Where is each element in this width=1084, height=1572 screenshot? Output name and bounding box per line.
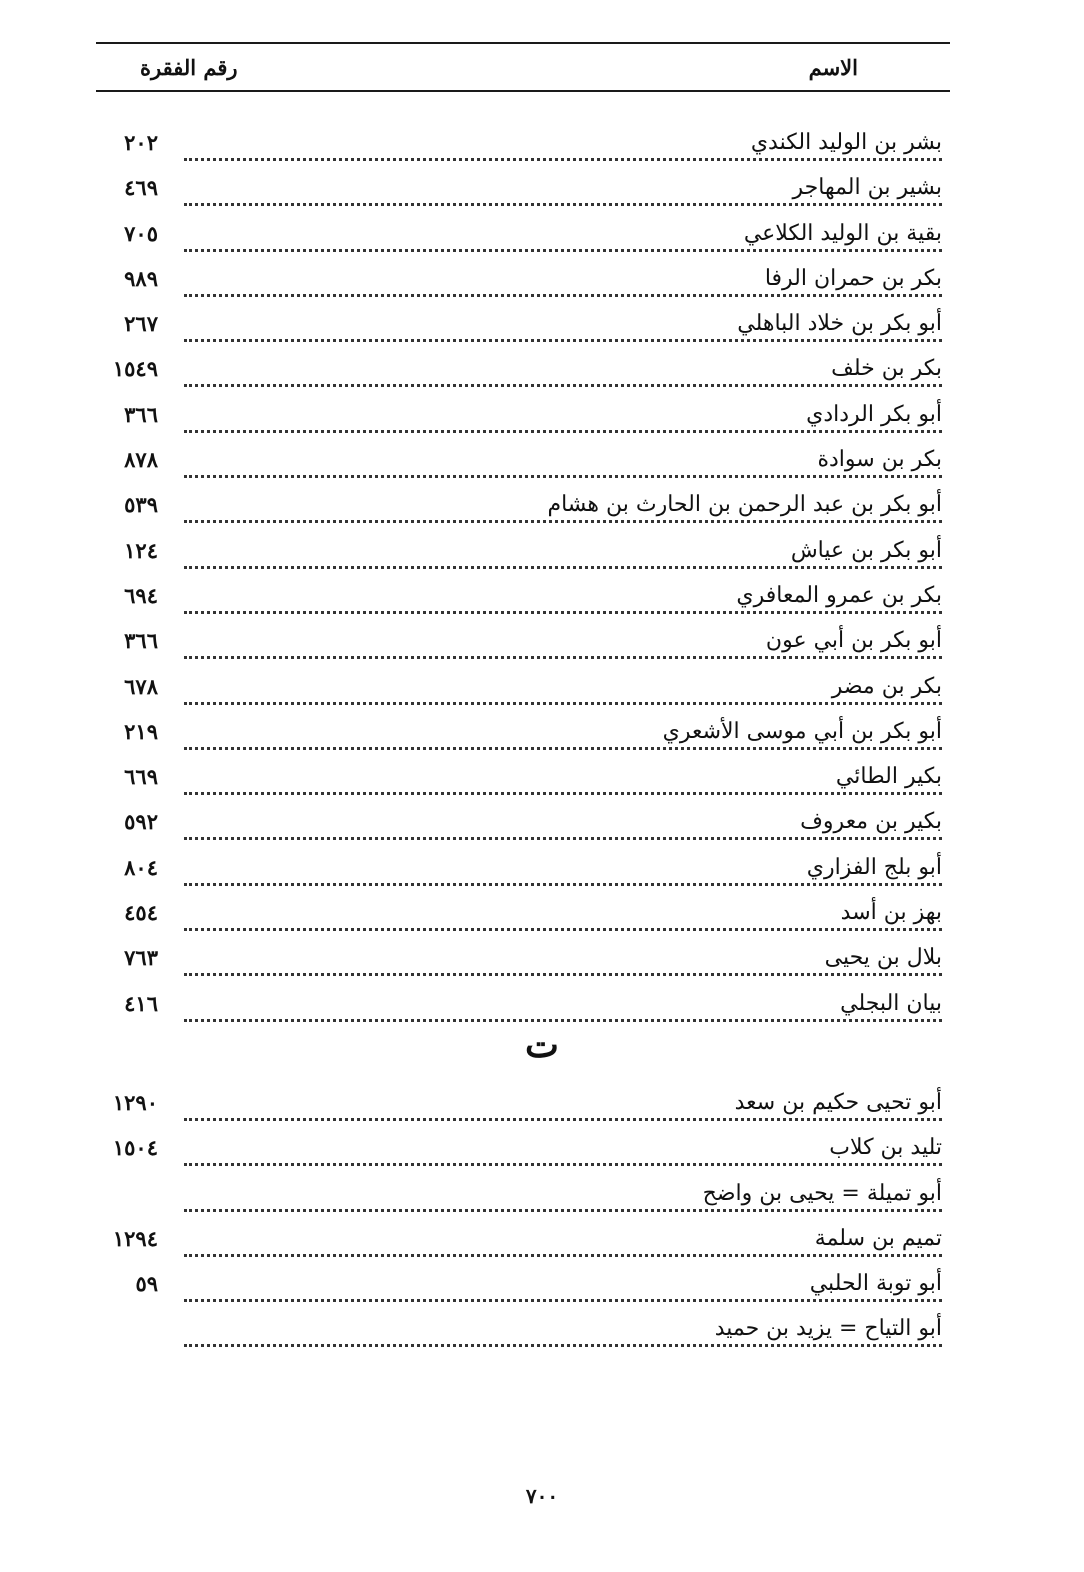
entry-number: ٢١٩	[124, 718, 158, 744]
entry-name: أبو توبة الحلبي	[800, 1271, 942, 1296]
entry-name: أبو تحيى حكيم بن سعد	[725, 1090, 942, 1115]
index-row	[96, 307, 950, 352]
entry-name: أبو بكر بن أبي موسى الأشعري	[653, 719, 942, 744]
index-row	[96, 941, 950, 986]
index-row	[96, 352, 950, 397]
index-row	[96, 1222, 950, 1267]
index-row	[96, 1131, 950, 1176]
entry-number: ٢٦٧	[124, 311, 158, 337]
entry-number: ٥٩٢	[124, 809, 158, 835]
entry-number: ١٥٠٤	[112, 1135, 158, 1161]
entry-number: ١٢٩٠	[112, 1090, 158, 1115]
index-row	[96, 1267, 950, 1312]
entry-name: بكر بن حمران الرفا	[755, 266, 942, 291]
entry-number: ١٢٤	[124, 537, 158, 563]
entry-name: تميم بن سلمة	[805, 1226, 942, 1251]
name-column-header: الاسم	[808, 55, 858, 80]
index-row	[96, 217, 950, 262]
entry-name: بهز بن أسد	[831, 900, 942, 925]
entry-name: بكير الطائي	[826, 764, 942, 789]
index-row	[96, 579, 950, 624]
entry-name: أبو بكر الردادي	[796, 402, 942, 427]
index-row	[96, 1177, 950, 1222]
entry-name: أبو تميلة = يحيى بن واضح	[693, 1181, 942, 1206]
entry-number: ٤٥٤	[124, 900, 158, 926]
dot-leader	[184, 908, 942, 931]
index-row	[96, 760, 950, 805]
index-row	[96, 534, 950, 579]
entry-number: ٩٨٩	[124, 265, 158, 291]
entry-name: بقية بن الوليد الكلاعي	[734, 221, 942, 246]
index-row	[96, 670, 950, 715]
entry-name: تليد بن كلاب	[819, 1135, 942, 1160]
entry-number: ٤١٦	[124, 990, 158, 1016]
index-row	[96, 805, 950, 850]
index-row	[96, 896, 950, 941]
index-row	[96, 715, 950, 760]
entry-name: بكر بن عمرو المعافري	[726, 583, 942, 608]
entry-number: ٣٦٦	[124, 401, 158, 427]
entry-number: ٦٧٨	[124, 673, 158, 699]
index-row	[96, 624, 950, 669]
index-row	[96, 1312, 950, 1357]
index-row	[96, 443, 950, 488]
index-list-b	[96, 126, 950, 1032]
entry-name: أبو بكر بن عياش	[781, 538, 942, 563]
entry-name: أبو بكر بن عبد الرحمن بن الحارث بن هشام	[537, 492, 942, 517]
entry-name: بشر بن الوليد الكندي	[741, 130, 942, 155]
entry-name: بلال بن يحيى	[815, 945, 942, 970]
entry-number: ٦٦٩	[124, 764, 158, 790]
dot-leader	[184, 999, 942, 1022]
entry-number: ٨٧٨	[124, 447, 158, 473]
entry-name: بكر بن خلف	[821, 356, 942, 381]
entry-name: بكر بن مضر	[822, 674, 942, 699]
entry-number: ٥٣٩	[124, 492, 158, 518]
entry-number: ٧٦٣	[124, 945, 158, 971]
entry-number: ١٥٤٩	[112, 356, 158, 382]
index-row	[96, 488, 950, 533]
entry-name: بكير بن معروف	[790, 809, 942, 834]
entry-number: ٢٠٢	[124, 130, 158, 155]
entry-name: أبو بكر بن أبي عون	[756, 628, 942, 653]
entry-number: ٨٠٤	[124, 854, 158, 880]
index-row	[96, 398, 950, 443]
entry-name: بكر بن سوادة	[807, 447, 942, 472]
index-row	[96, 126, 950, 171]
page-number: ٧٠٠	[525, 1484, 559, 1508]
entry-number: ١٢٩٤	[112, 1225, 158, 1251]
index-row	[96, 1086, 950, 1131]
entry-name: أبو التياح = يزيد بن حميد	[705, 1316, 942, 1341]
entry-number: ٦٩٤	[124, 582, 158, 608]
entry-name: بيان البجلي	[830, 991, 942, 1016]
table-header	[96, 42, 950, 92]
entry-number: ٤٦٩	[124, 175, 158, 201]
entry-number: ٣٦٦	[124, 628, 158, 654]
section-letter-heading: ت	[525, 1024, 559, 1066]
index-row	[96, 851, 950, 896]
index-list-t	[96, 1086, 950, 1358]
entry-name: بشير بن المهاجر	[783, 175, 943, 200]
entry-name: أبو بكر بن خلاد الباهلي	[727, 311, 942, 336]
entry-number: ٧٠٥	[124, 220, 158, 246]
entry-name: أبو بلج الفزاري	[797, 855, 942, 880]
entry-number: ٥٩	[135, 1271, 158, 1297]
index-row	[96, 262, 950, 307]
index-row	[96, 171, 950, 216]
number-column-header: رقم الفقرة	[140, 55, 238, 80]
